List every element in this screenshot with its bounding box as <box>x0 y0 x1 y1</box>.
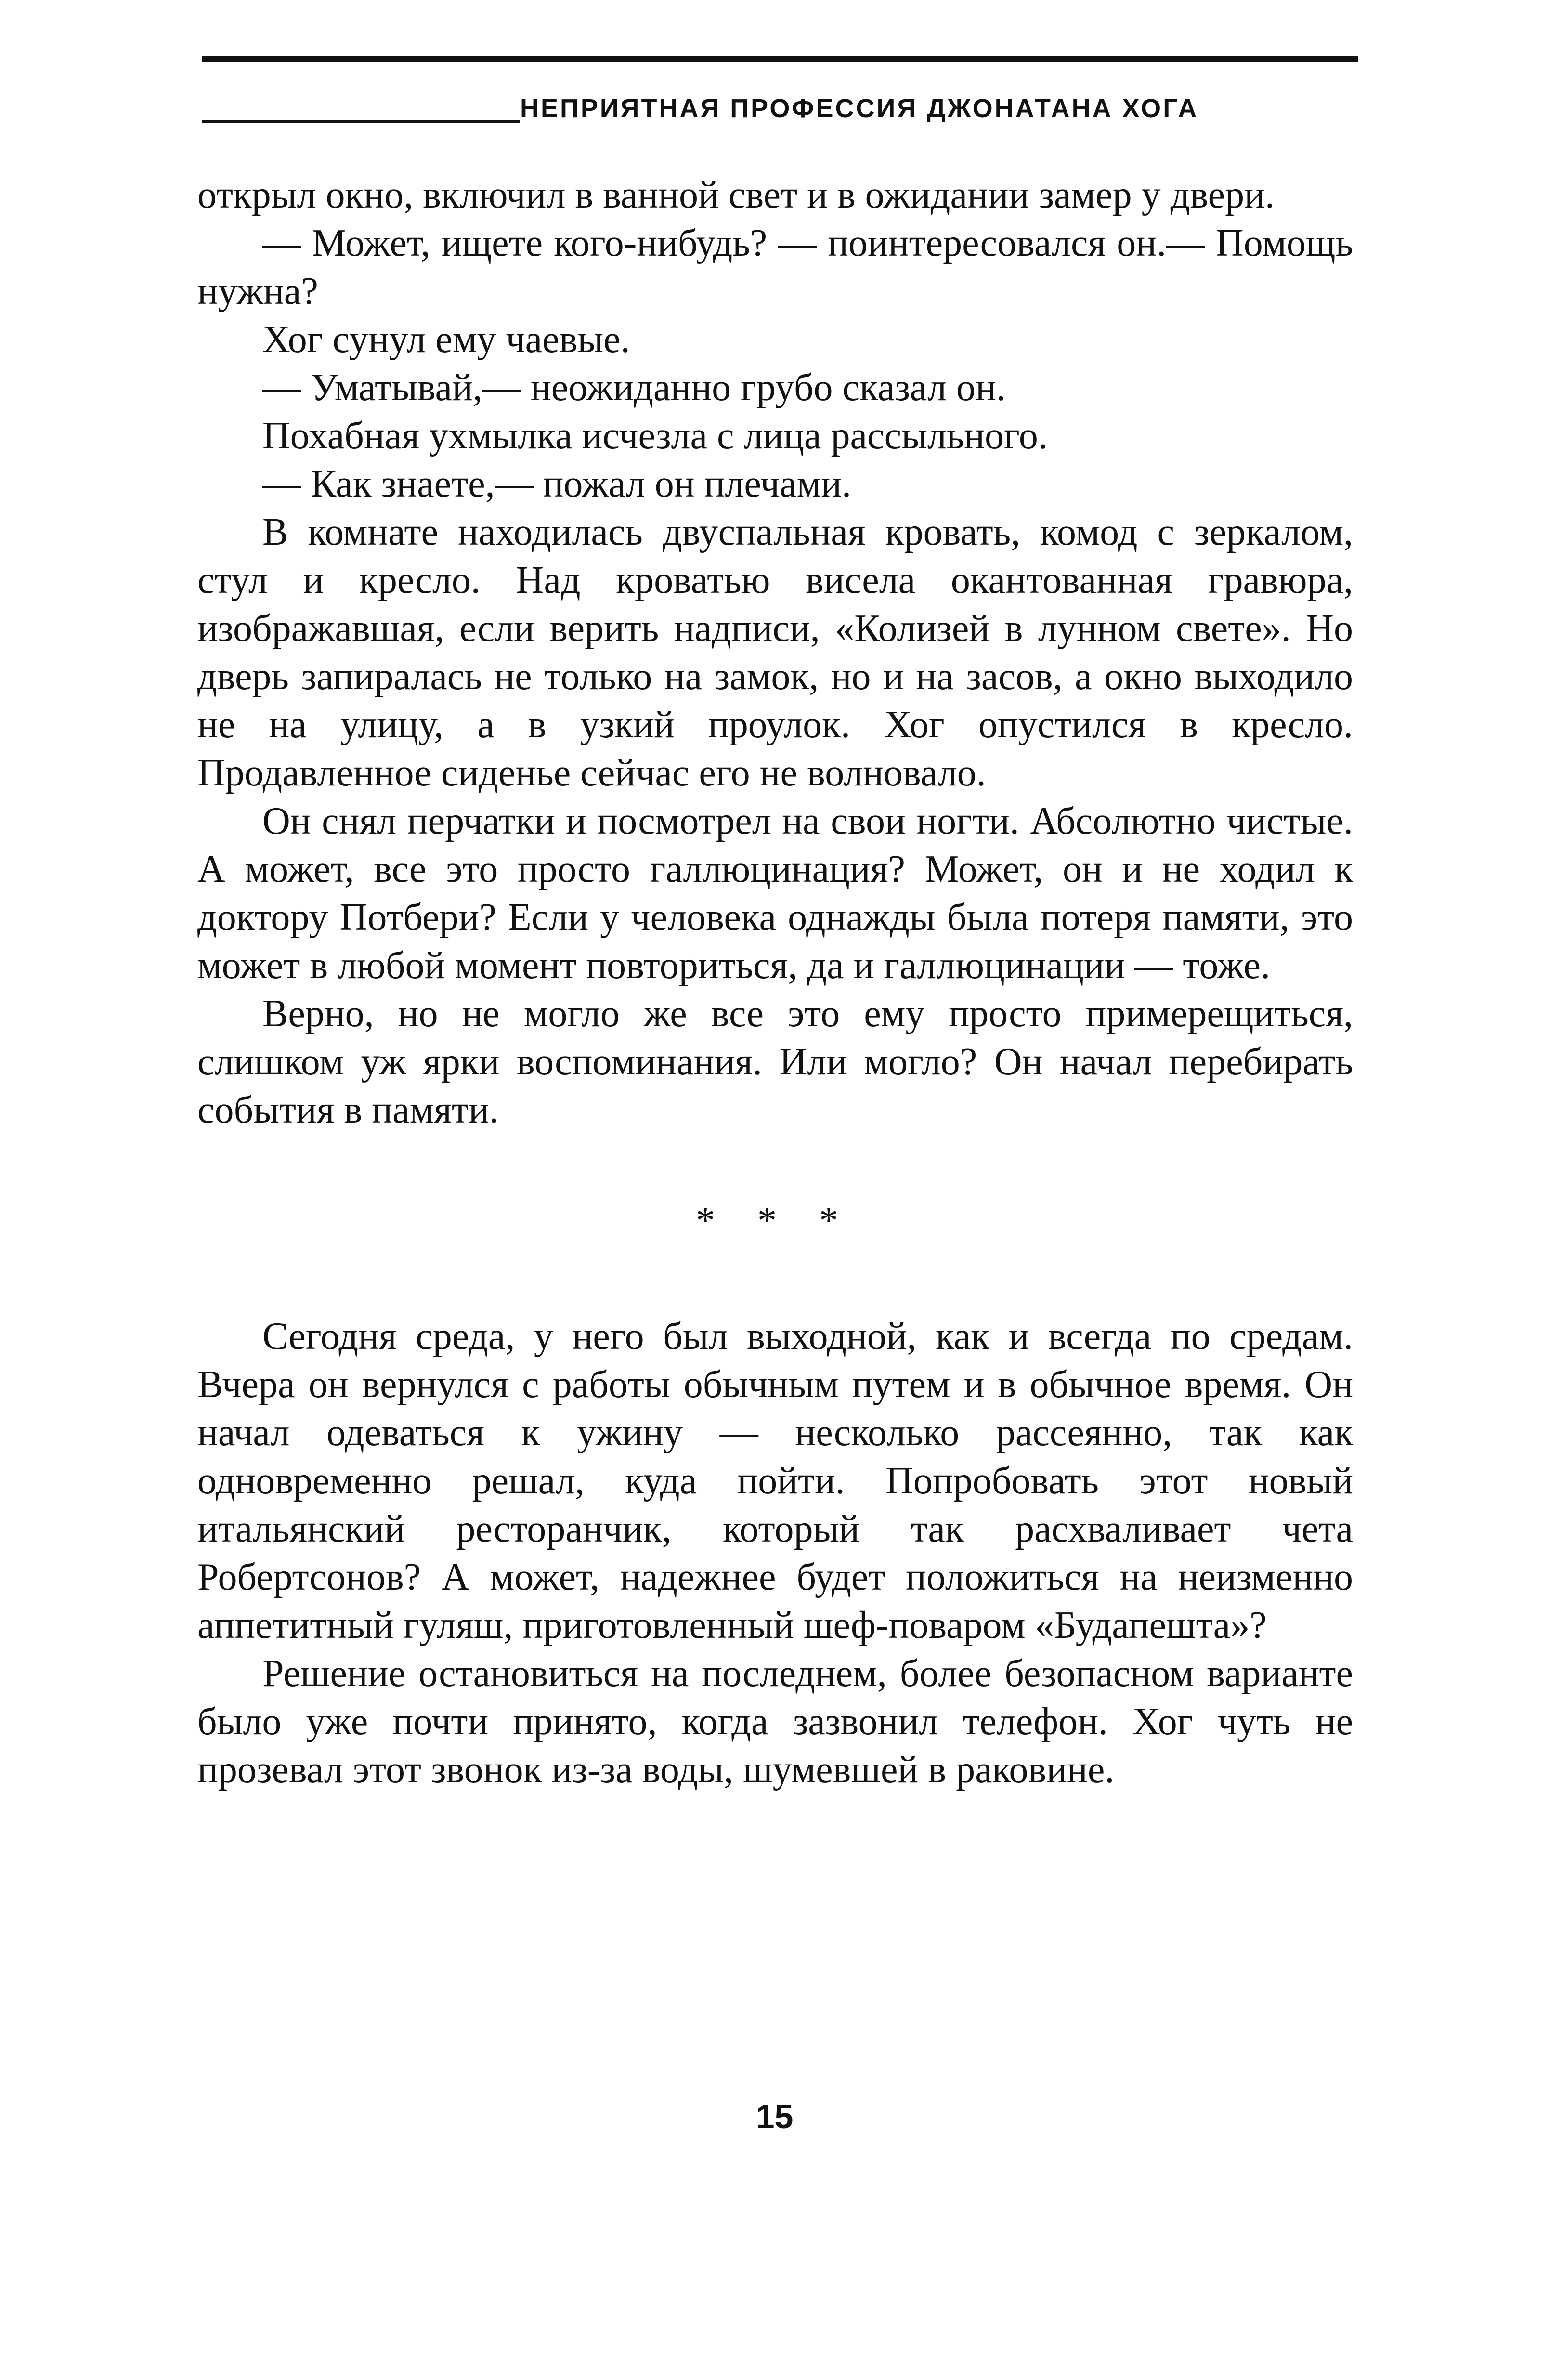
paragraph: — Уматывай,— неожиданно грубо сказал он. <box>262 366 1006 409</box>
paragraph: Он снял перчатки и посмотрел на свои ногти. Абсолютно чистые. А может, все это просто галлюцинация? Может, он и не ходил к доктору Потбери? Если у человека однажды была потеря памяти, это может в любой момент повториться, да и галлюцинации — тоже. <box>197 800 1353 987</box>
header-rule-left <box>202 120 520 123</box>
paragraph: — Может, ищете кого-нибудь? — поинтересовался он.— Помощь нужна? <box>197 222 1353 313</box>
paragraph: Похабная ухмылка исчезла с лица рассыльного. <box>262 415 1048 457</box>
paragraph: В комнате находилась двуспальная кровать, комод с зеркалом, стул и кресло. Над кроватью висела окантованная гравюра, изображавшая, если верить надписи, «Колизей в лунном свете». Но дверь запиралась не только на замок, но и на засов, а окно выходило не на улицу, а в узкий проулок. Хог опустился в кресло. Продавленное сиденье сейчас его не волновало. <box>197 511 1353 794</box>
paragraph: — Как знаете,— пожал он плечами. <box>262 463 852 505</box>
paragraph: Сегодня среда, у него был выходной, как и всегда по средам. Вчера он вернулся с работы обычным путем и в обычное время. Он начал одеваться к ужину — несколько рассеянно, так как одновременно решал, куда пойти. Попробовать этот новый итальянский ресторанчик, который так расхваливает чета Робертсонов? А может, надежнее будет положиться на неизменно аппетитный гуляш, приготовленный шеф-поваром «Будапешта»? <box>197 1315 1353 1647</box>
header-rule-top <box>202 56 1358 62</box>
paragraph: Хог сунул ему чаевые. <box>262 318 630 361</box>
paragraph: Решение остановиться на последнем, более безопасном варианте было уже почти принято, когда зазвонил телефон. Хог чуть не прозевал этот звонок из-за воды, шумевшей в раковине. <box>197 1652 1353 1791</box>
body-text <box>197 171 1353 1794</box>
paragraph: Верно, но не могло же все это ему просто примерещиться, слишком уж ярки воспоминания. Или могло? Он начал перебирать события в памяти. <box>197 993 1353 1131</box>
section-separator: * * * <box>696 1200 855 1242</box>
paragraph: открыл окно, включил в ванной свет и в ожидании замер у двери. <box>197 174 1275 216</box>
page-number: 15 <box>755 2098 794 2135</box>
running-head: НЕПРИЯТНАЯ ПРОФЕССИЯ ДЖОНАТАНА ХОГА <box>520 94 1199 123</box>
